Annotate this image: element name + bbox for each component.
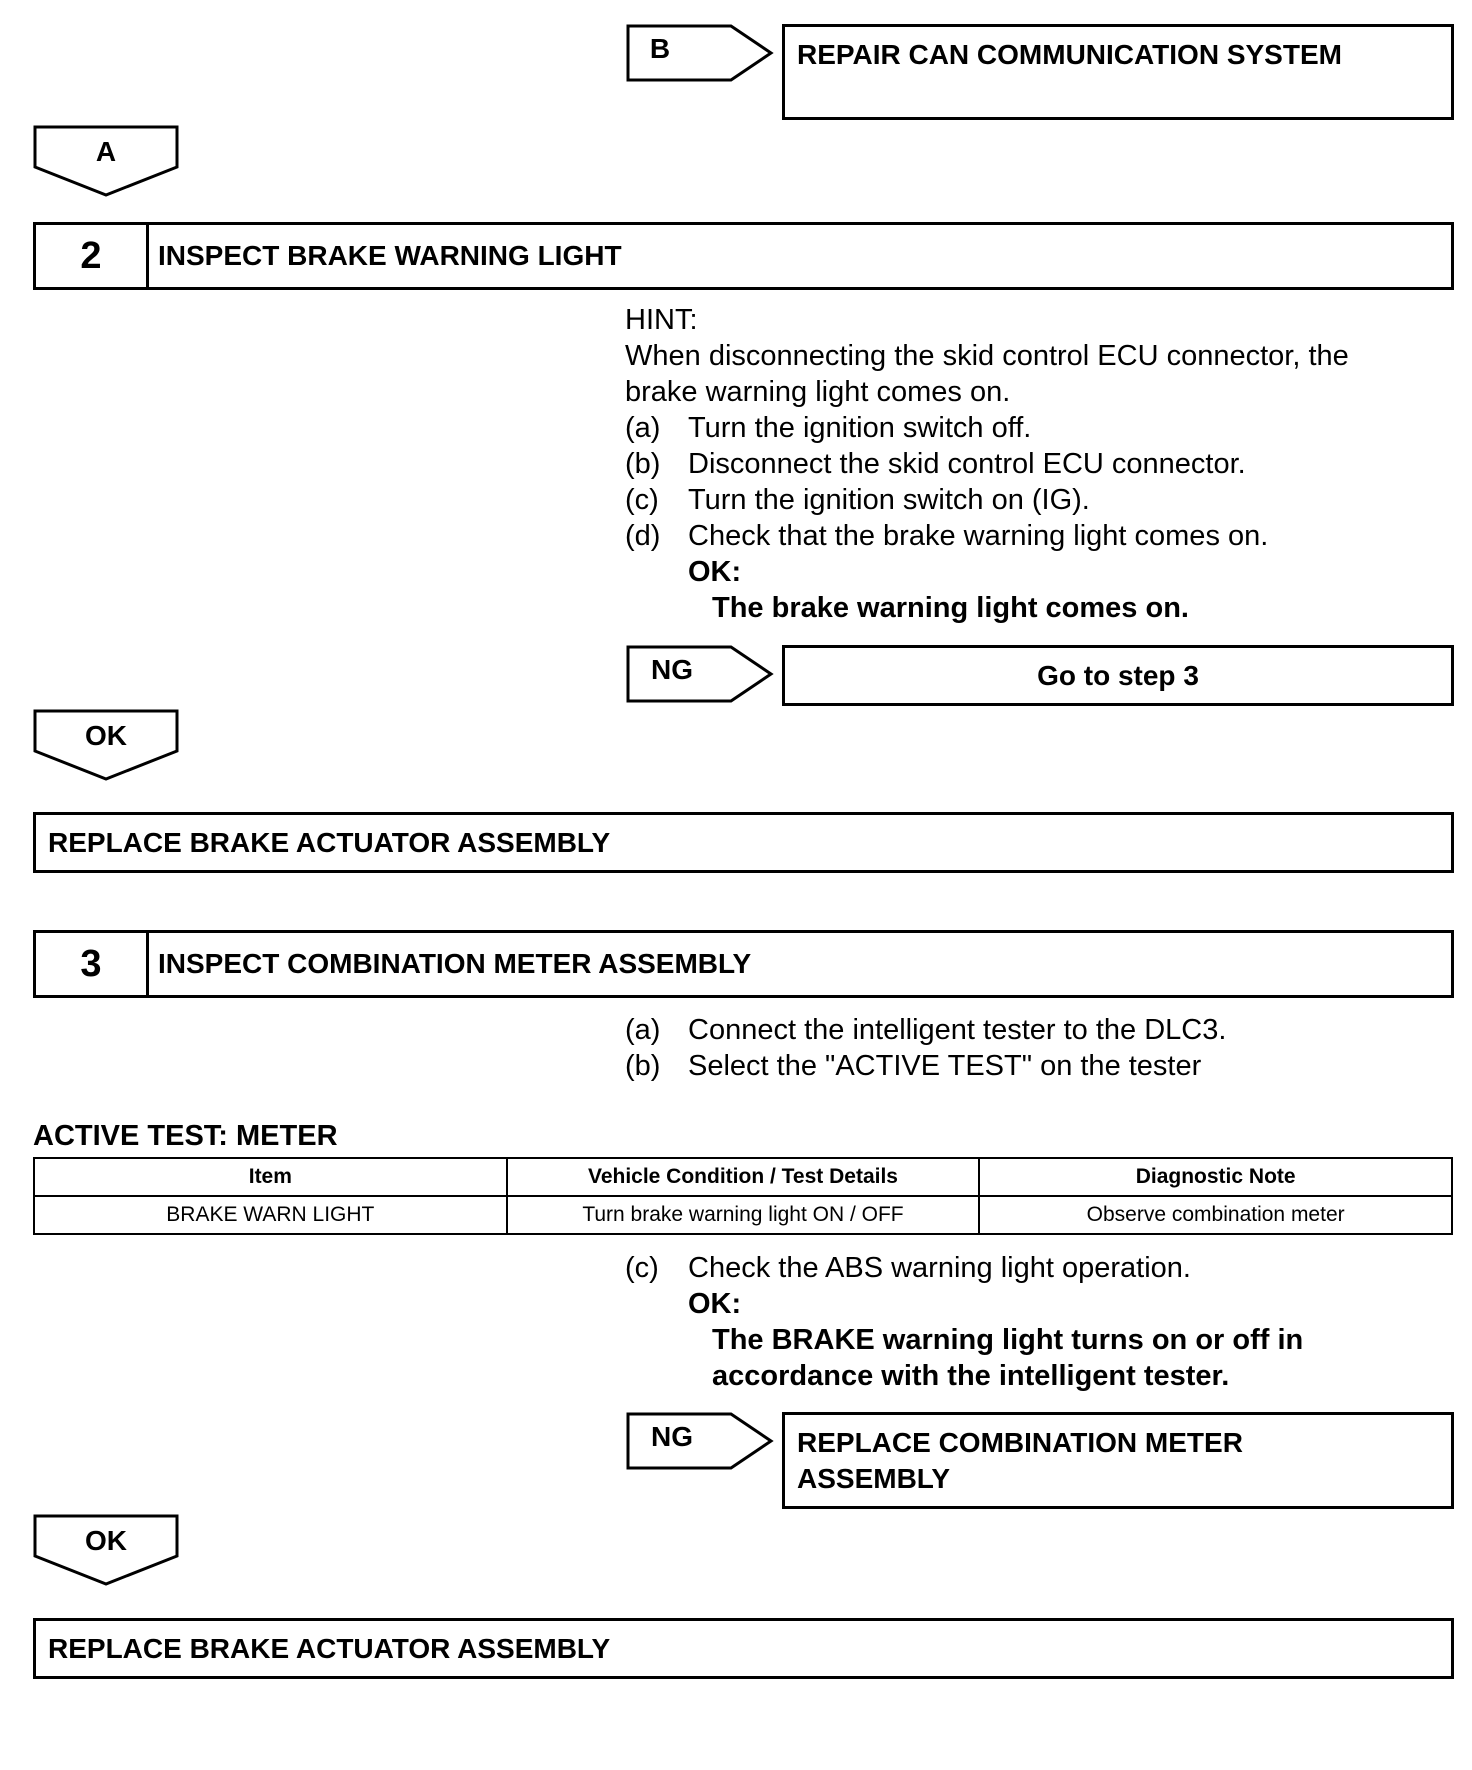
step-2-number: 2 <box>36 225 149 287</box>
step-3-ng-result-line-1: REPLACE COMBINATION METER <box>797 1427 1243 1458</box>
item-text: Connect the intelligent tester to the DLC3. <box>688 1014 1227 1046</box>
step-3-ok-branch-label: OK <box>85 1525 127 1556</box>
branch-b-label: B <box>649 33 671 64</box>
step-3-ng-label: NG <box>651 1421 693 1452</box>
table-header-row <box>34 1158 1452 1196</box>
step-3-ok-text-line-2: accordance with the intelligent tester. <box>712 1360 1230 1392</box>
step-2-ok-result-box <box>33 812 1454 873</box>
item-text: Select the "ACTIVE TEST" on the tester <box>688 1050 1202 1082</box>
table-cell-note: Observe combination meter <box>979 1196 1452 1234</box>
step-3-ok-result-text: REPLACE BRAKE ACTUATOR ASSEMBLY <box>48 1632 611 1664</box>
item-label: (d) <box>625 520 661 552</box>
item-label: (b) <box>625 448 661 480</box>
step-2-ok-label: OK: <box>688 556 742 588</box>
repair-can-result-box <box>782 24 1454 120</box>
active-test-title: ACTIVE TEST: METER <box>33 1120 338 1152</box>
step-3-ng-result-box <box>782 1412 1454 1509</box>
item-label: (a) <box>625 412 661 444</box>
item-text: Check the ABS warning light operation. <box>688 1252 1191 1284</box>
active-test-table <box>33 1157 1453 1235</box>
table-cell-item: BRAKE WARN LIGHT <box>34 1196 507 1234</box>
step-2-ng-result-box <box>782 645 1454 706</box>
step-2-title: INSPECT BRAKE WARNING LIGHT <box>158 240 622 271</box>
table-row <box>34 1196 1452 1234</box>
table-header-note: Diagnostic Note <box>979 1158 1452 1196</box>
step-3-ok-text-line-1: The BRAKE warning light turns on or off in <box>712 1324 1304 1356</box>
item-text: Check that the brake warning light comes on. <box>688 520 1269 552</box>
step-3-ng-result-line-2: ASSEMBLY <box>797 1463 951 1494</box>
item-text: Turn the ignition switch off. <box>688 412 1032 444</box>
step-2-header <box>33 222 1454 290</box>
item-text: Disconnect the skid control ECU connector. <box>688 448 1246 480</box>
repair-can-result-text: REPAIR CAN COMMUNICATION SYSTEM <box>797 39 1342 70</box>
step-3-ok-result-box <box>33 1618 1454 1679</box>
table-header-condition: Vehicle Condition / Test Details <box>507 1158 980 1196</box>
step-3-header <box>33 930 1454 998</box>
step-2-ok-text: The brake warning light comes on. <box>712 592 1189 624</box>
step-3-ok-label: OK: <box>688 1288 742 1320</box>
branch-a-label: A <box>95 136 117 167</box>
table-header-item: Item <box>34 1158 507 1196</box>
step-2-ng-result-text: Go to step 3 <box>1037 659 1199 691</box>
step-3-number: 3 <box>36 933 149 995</box>
step-2-hint-label: HINT: <box>625 304 698 336</box>
item-label: (b) <box>625 1050 661 1082</box>
item-label: (c) <box>625 1252 659 1284</box>
step-2-ok-branch-label: OK <box>85 720 127 751</box>
table-cell-condition: Turn brake warning light ON / OFF <box>507 1196 980 1234</box>
step-2-hint-line-1: When disconnecting the skid control ECU connector, the <box>625 340 1349 372</box>
step-3-title: INSPECT COMBINATION METER ASSEMBLY <box>158 948 752 979</box>
item-label: (a) <box>625 1014 661 1046</box>
item-label: (c) <box>625 484 659 516</box>
step-2-hint-line-2: brake warning light comes on. <box>625 376 1011 408</box>
step-2-ng-label: NG <box>651 654 693 685</box>
step-2-ok-result-text: REPLACE BRAKE ACTUATOR ASSEMBLY <box>48 826 611 858</box>
item-text: Turn the ignition switch on (IG). <box>688 484 1090 516</box>
